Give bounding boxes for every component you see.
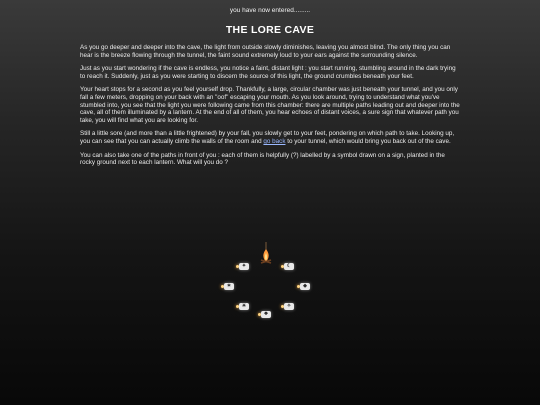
story-paragraph-4 <box>80 130 460 145</box>
path-lantern-6[interactable] <box>283 302 295 311</box>
story-paragraph-4-start: Still a little sore (and more than a little frightened) by your fall, you slowly get to your feet, pondering on which path to take. Looking up, you can see that you can actually climb the walls of the room and <box>80 130 455 145</box>
story-paragraph-4-end: to your tunnel, which would bring you back out of the cave. <box>287 137 451 145</box>
intro-line: you have now entered......... <box>229 7 311 14</box>
path-symbol: ☾ <box>286 263 292 269</box>
path-lantern-1[interactable] <box>238 262 250 271</box>
story-paragraph-3: Your heart stops for a second as you feel yourself drop. Thankfully, a large, circular chamber was just beneath your tunnel, and you only fall a few meters, dropping on your back with an "oof" escaping your mouth. As you look around, trying to understand what you've stumbled into, you see that the light you were following came from this chamber: there are multiple paths leading out and deeper into the cave, all of them illuminated by a lantern. At the end of all of them, you hear echoes of distant voices, a sure sign that whatever path you take, you will find what you are looking for. <box>80 86 460 124</box>
path-lantern-2[interactable] <box>283 262 295 271</box>
go-back-link[interactable]: go back <box>263 137 286 145</box>
path-symbol: ✦ <box>241 263 247 269</box>
campfire-graphic <box>258 240 274 266</box>
path-symbol: ☀ <box>241 303 247 309</box>
story-paragraph-2: Just as you start wondering if the cave is endless, you notice a faint, distant light : you start running, stumbling around in the dark trying to reach it. Suddenly, just as you were starting to discern the source of this light, the ground crumbles beneath your feet. <box>80 65 456 80</box>
path-symbol: ✧ <box>286 303 292 309</box>
path-lantern-7[interactable] <box>260 310 272 319</box>
campfire-icon <box>258 240 274 266</box>
path-symbol: ✶ <box>226 283 232 289</box>
page-title: THE LORE CAVE <box>225 24 315 36</box>
path-lantern-3[interactable] <box>223 282 235 291</box>
path-symbol: ❖ <box>263 311 269 317</box>
path-lantern-5[interactable] <box>238 302 250 311</box>
path-lantern-4[interactable] <box>299 282 311 291</box>
path-symbol: ◈ <box>303 283 307 289</box>
story-paragraph-5: You can also take one of the paths in front of you : each of them is helpfully (?) labelled by a symbol drawn on a sign, planted in the rocky ground next to each lantern. What will you do ? <box>80 151 445 167</box>
story-paragraph-1: As you go deeper and deeper into the cave, the light from outside slowly diminishes, leaving you almost blind. The only thing you can hear is the breeze flowing through the tunnel, the faint sound extremely loud to your ears against the surrounding silence. <box>80 44 451 59</box>
story-text <box>80 44 460 173</box>
